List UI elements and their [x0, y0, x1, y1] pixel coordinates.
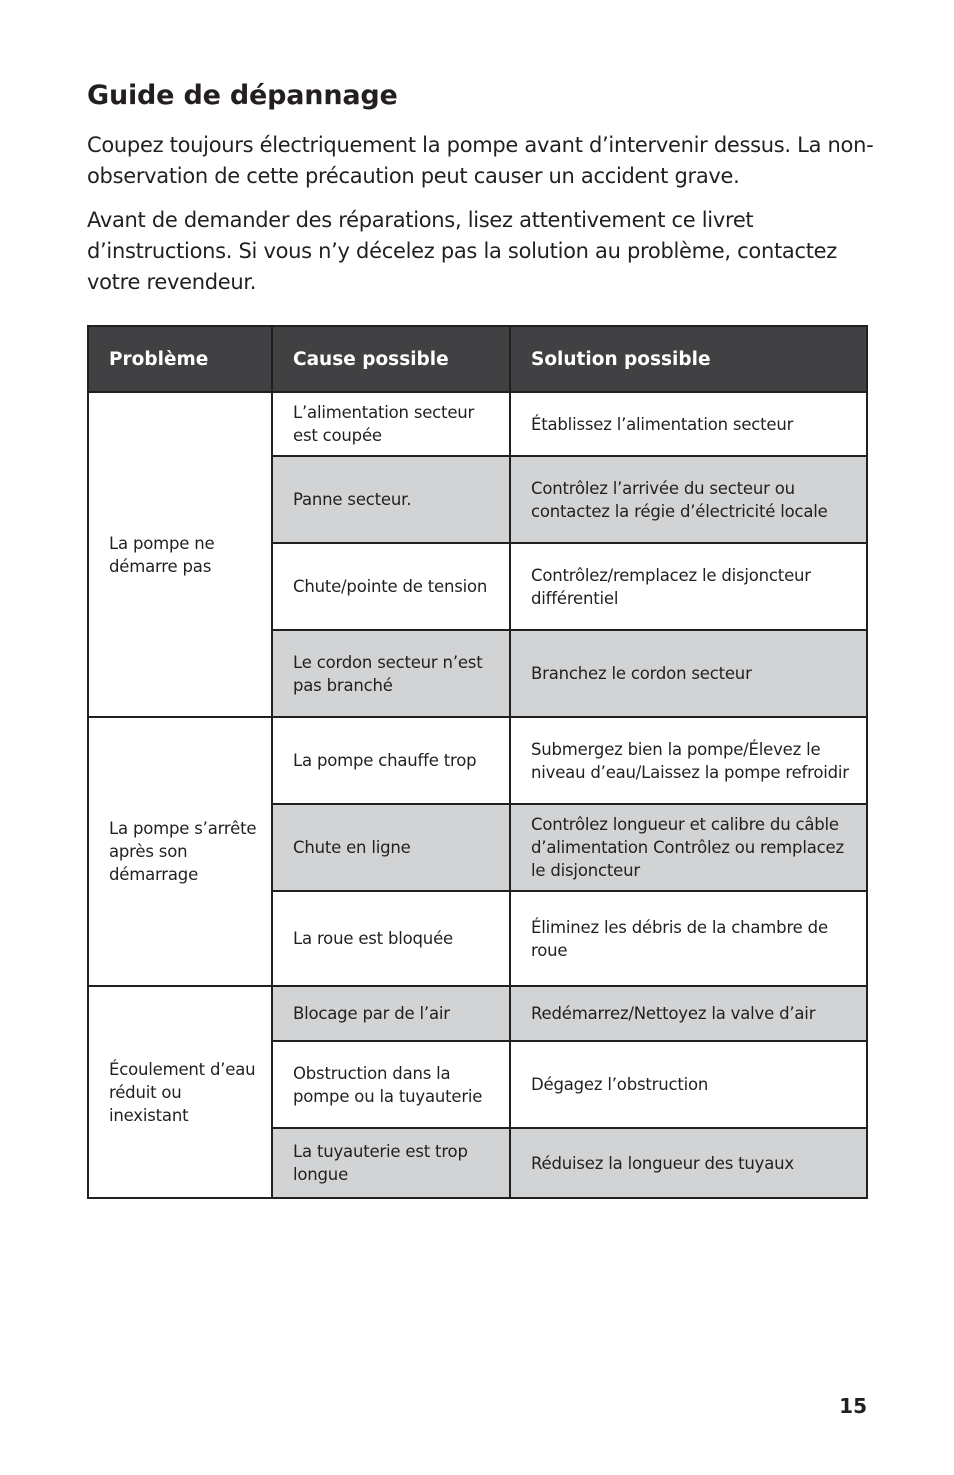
solution-cell: Redémarrez/Nettoyez la valve d’air: [510, 986, 867, 1041]
cause-cell: La pompe chauffe trop: [272, 717, 510, 804]
page-title: Guide de dépannage: [87, 80, 398, 111]
solution-cell: Branchez le cordon secteur: [510, 630, 867, 717]
cause-cell: Panne secteur.: [272, 456, 510, 543]
cause-cell: Le cordon secteur n’est pas branché: [272, 630, 510, 717]
cause-cell: Blocage par de l’air: [272, 986, 510, 1041]
solution-cell: Éliminez les débris de la chambre de roue: [510, 891, 867, 986]
solution-cell: Submergez bien la pompe/Élevez le niveau d’eau/Laissez la pompe refroidir: [510, 717, 867, 804]
solution-cell: Contrôlez l’arrivée du secteur ou contactez la régie d’électricité locale: [510, 456, 867, 543]
header-problem: Problème: [88, 326, 272, 392]
table-row: [88, 986, 867, 1041]
cause-cell: La tuyauterie est trop longue: [272, 1128, 510, 1198]
cause-cell: La roue est bloquée: [272, 891, 510, 986]
cause-cell: Chute/pointe de tension: [272, 543, 510, 630]
table-row: [88, 717, 867, 804]
cause-cell: Obstruction dans la pompe ou la tuyauterie: [272, 1041, 510, 1128]
solution-cell: Réduisez la longueur des tuyaux: [510, 1128, 867, 1198]
table-header-row: [88, 326, 867, 392]
table-row: [88, 392, 867, 456]
solution-cell: Contrôlez longueur et calibre du câble d’alimentation Contrôlez ou remplacez le disjoncteur: [510, 804, 867, 891]
troubleshooting-table: [87, 325, 868, 1199]
solution-cell: Dégagez l’obstruction: [510, 1041, 867, 1128]
solution-cell: Établissez l’alimentation secteur: [510, 392, 867, 456]
header-solution: Solution possible: [510, 326, 867, 392]
cause-cell: L’alimentation secteur est coupée: [272, 392, 510, 456]
intro-paragraph-safety: Coupez toujours électriquement la pompe avant d’intervenir dessus. La non-observation de cette précaution peut causer un accident grave.: [87, 133, 874, 188]
problem-cell: Écoulement d’eau réduit ou inexistant: [88, 986, 272, 1198]
intro-paragraph-repairs: Avant de demander des réparations, lisez attentivement ce livret d’instructions. Si vous n’y décelez pas la solution au problème, contactez votre revendeur.: [87, 208, 838, 294]
problem-cell: La pompe s’arrête après son démarrage: [88, 717, 272, 986]
solution-cell: Contrôlez/remplacez le disjoncteur différentiel: [510, 543, 867, 630]
cause-cell: Chute en ligne: [272, 804, 510, 891]
page-number: 15: [839, 1394, 867, 1418]
problem-cell: La pompe ne démarre pas: [88, 392, 272, 717]
header-cause: Cause possible: [272, 326, 510, 392]
